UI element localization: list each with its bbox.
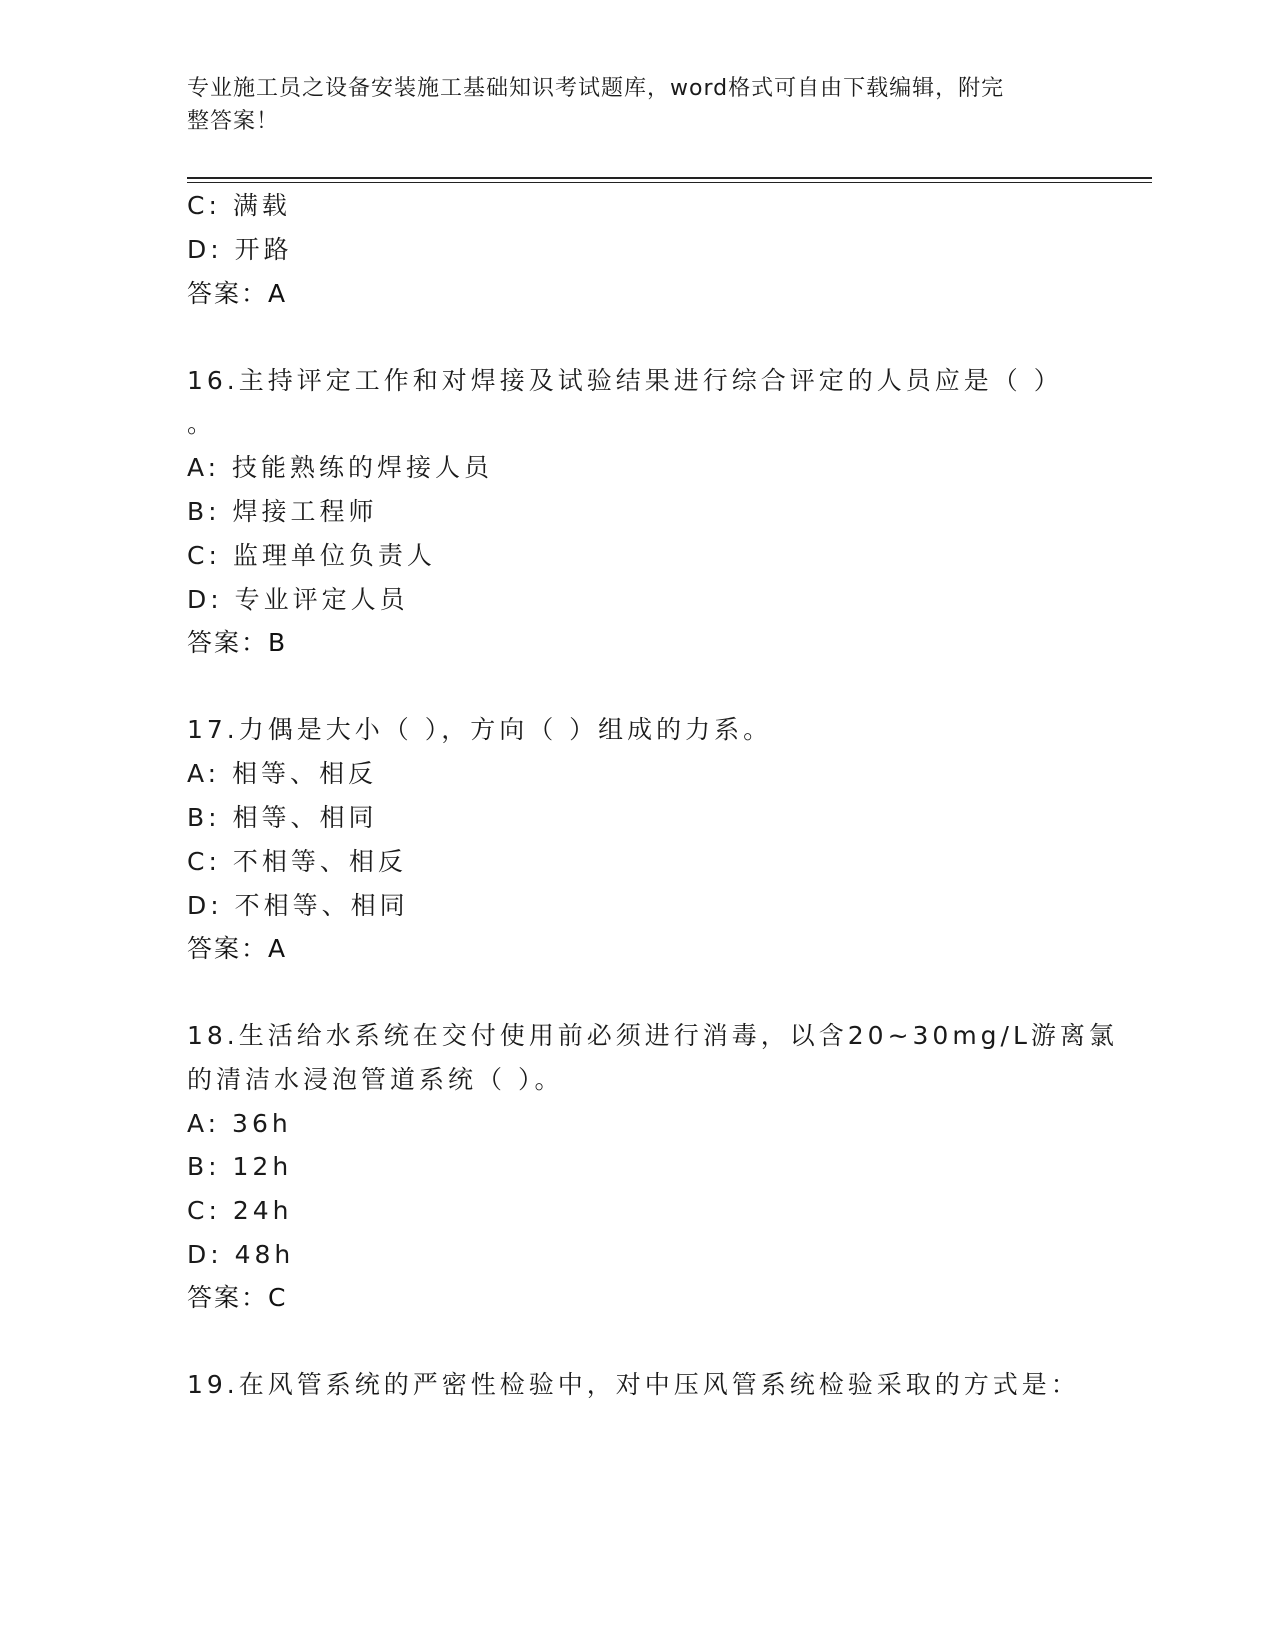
question-18-stem: 18.生活给水系统在交付使用前必须进行消毒，以含20~30mg/L游离氯 <box>187 1021 1118 1050</box>
question-18-option-a: A: 36h <box>187 1109 292 1138</box>
question-16-stem: 16.主持评定工作和对焊接及试验结果进行综合评定的人员应是（ ） <box>187 366 1063 395</box>
question-17-option-c: C: 不相等、相反 <box>187 847 407 876</box>
document-header <box>187 72 1067 138</box>
answer-line: 答案：A <box>187 279 288 308</box>
question-18-option-d: D: 48h <box>187 1240 295 1269</box>
question-16-answer: 答案：B <box>187 628 288 657</box>
option-d: D: 开路 <box>187 235 293 264</box>
question-17-option-d: D: 不相等、相同 <box>187 891 409 920</box>
question-16-stem-cont: 。 <box>187 409 217 438</box>
question-17-answer: 答案：A <box>187 934 288 963</box>
option-c: C: 满载 <box>187 191 291 220</box>
header-line-2: 整答案！ <box>187 109 280 134</box>
header-line-1: 专业施工员之设备安装施工基础知识考试题库，word格式可自由下载编辑，附完 <box>187 76 1005 101</box>
question-16-option-d: D: 专业评定人员 <box>187 585 409 614</box>
question-17-option-a: A: 相等、相反 <box>187 759 378 788</box>
question-18-option-c: C: 24h <box>187 1196 293 1225</box>
question-18-answer: 答案：C <box>187 1283 288 1312</box>
question-18-stem-cont: 的清洁水浸泡管道系统（ ）。 <box>187 1065 564 1094</box>
header-divider-thick <box>187 177 1152 179</box>
question-18-option-b: B: 12h <box>187 1152 293 1181</box>
question-16-option-a: A: 技能熟练的焊接人员 <box>187 453 494 482</box>
question-16-option-b: B: 焊接工程师 <box>187 497 378 526</box>
question-17-option-b: B: 相等、相同 <box>187 803 378 832</box>
question-17-stem: 17.力偶是大小（ ），方向（ ）组成的力系。 <box>187 715 773 744</box>
header-divider-thin <box>187 182 1152 183</box>
question-19-stem: 19.在风管系统的严密性检验中，对中压风管系统检验采取的方式是： <box>187 1370 1080 1399</box>
question-16-option-c: C: 监理单位负责人 <box>187 541 436 570</box>
